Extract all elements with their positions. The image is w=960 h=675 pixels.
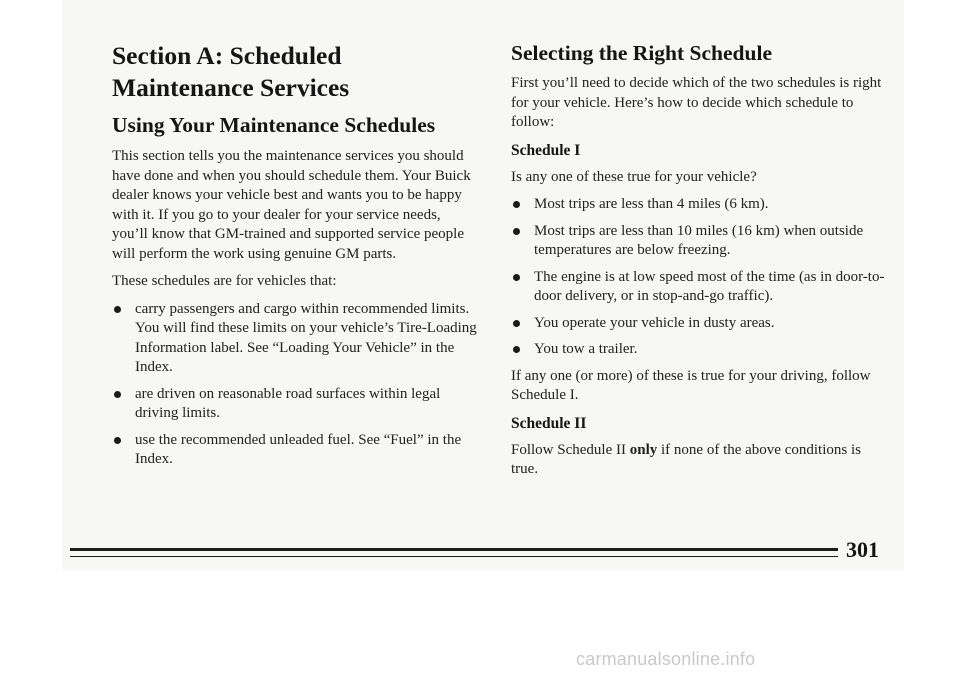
bullet-icon	[513, 228, 520, 235]
bullet-icon	[513, 320, 520, 327]
watermark: carmanualsonline.info	[576, 649, 756, 669]
list-item-text: You tow a trailer.	[534, 341, 638, 357]
schedule-two-emphasis: only	[629, 441, 658, 458]
vehicle-criteria-list	[112, 300, 477, 470]
footer-rule-thick	[70, 548, 838, 551]
selecting-intro: First you’ll need to decide which of the two schedules is right for your vehicle. Here’s how to decide which schedule to follow:	[511, 75, 882, 130]
section-title: Section A: Scheduled Maintenance Services	[112, 41, 350, 102]
list-item	[511, 340, 886, 360]
list-item-text: are driven on reasonable road surfaces within legal driving limits.	[135, 385, 441, 421]
schedule-two-text-end: if none of the above conditions is true.	[511, 441, 861, 477]
list-item	[112, 385, 477, 424]
left-column	[112, 40, 477, 477]
list-item	[511, 314, 886, 334]
schedule-two-text-start: Follow Schedule II	[511, 441, 630, 458]
bullet-icon	[114, 437, 121, 444]
right-column	[511, 40, 886, 488]
schedule-one-question: Is any one of these true for your vehicle?	[511, 168, 757, 185]
bullet-icon	[513, 346, 520, 353]
list-item-text: use the recommended unleaded fuel. See “Fuel” in the Index.	[135, 431, 462, 467]
schedule-one-conditions	[511, 195, 886, 360]
list-item	[112, 431, 477, 470]
list-item	[511, 268, 886, 307]
list-item	[511, 222, 886, 261]
intro-paragraph: This section tells you the maintenance services you should have done and when you should schedule them. Your Buick dealer knows your vehicle best and wants you to be happy with it. If you go to your dealer for your service needs, you’ll know that GM-trained and supported service people will perform the work using genuine GM parts.	[112, 148, 471, 262]
schedule-one-heading: Schedule I	[511, 141, 581, 159]
bullet-icon	[114, 306, 121, 313]
page-number: 301	[846, 537, 879, 562]
schedule-two-text	[511, 441, 886, 480]
bullet-icon	[114, 391, 121, 398]
bullet-icon	[513, 201, 520, 208]
schedule-one-conclusion: If any one (or more) of these is true for your driving, follow Schedule I.	[511, 367, 871, 403]
list-item	[511, 195, 886, 215]
footer-rule-thin	[70, 556, 838, 557]
bullet-icon	[513, 274, 520, 281]
subtitle: Using Your Maintenance Schedules	[112, 113, 436, 137]
schedules-intro: These schedules are for vehicles that:	[112, 273, 337, 289]
schedule-two-heading: Schedule II	[511, 414, 587, 432]
selecting-schedule-title: Selecting the Right Schedule	[511, 41, 772, 65]
list-item-text: You operate your vehicle in dusty areas.	[534, 314, 775, 331]
list-item-text: The engine is at low speed most of the time (as in door-to-door delivery, or in stop-and-go traffic).	[534, 268, 885, 304]
list-item-text: Most trips are less than 4 miles (6 km).	[534, 196, 769, 212]
list-item-text: Most trips are less than 10 miles (16 km) when outside temperatures are below freezing.	[534, 222, 864, 258]
list-item	[112, 300, 477, 378]
list-item-text: carry passengers and cargo within recommended limits. You will find these limits on your vehicle’s Tire-Loading Information label. See “Loading Your Vehicle” in the Index.	[135, 300, 477, 375]
